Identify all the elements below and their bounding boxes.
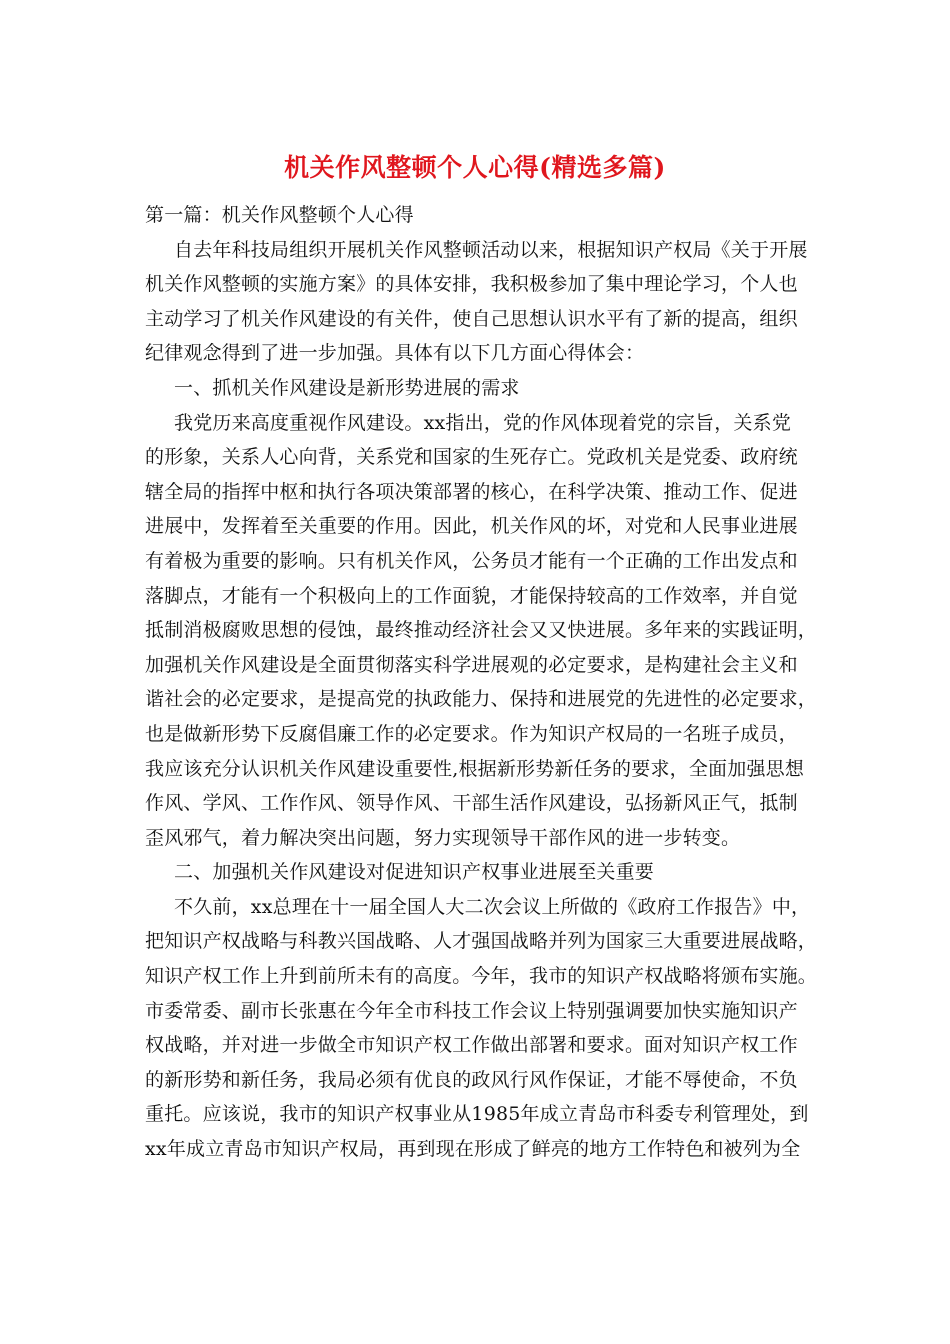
text-line: 一、抓机关作风建设是新形势进展的需求 [174, 376, 520, 399]
text-line: 我党历来高度重视作风建设。xx指出，党的作风体现着党的宗旨，关系党 [174, 411, 792, 434]
text-line: 歪风邪气，着力解决突出问题，努力实现领导干部作风的进一步转变。 [145, 826, 741, 849]
text-line: 第一篇：机关作风整顿个人心得 [145, 204, 414, 226]
text-line: 也是做新形势下反腐倡廉工作的必定要求。作为知识产权局的一名班子成员， [145, 722, 798, 745]
text-line: 权战略，并对进一步做全市知识产权工作做出部署和要求。面对知识产权工作 [145, 1034, 798, 1057]
text-line: 把知识产权战略与科教兴国战略、人才强国战略并列为国家三大重要进展战略， [145, 930, 818, 953]
text-line: 自去年科技局组织开展机关作风整顿活动以来，根据知识产权局《关于开展 [174, 238, 808, 261]
text-line: 加强机关作风建设是全面贯彻落实科学进展观的必定要求，是构建社会主义和 [145, 653, 798, 676]
text-line: 的新形势和新任务，我局必须有优良的政风行风作保证，才能不辱使命，不负 [145, 1068, 798, 1091]
text-line: 谐社会的必定要求，是提高党的执政能力、保持和进展党的先进性的必定要求， [145, 688, 818, 711]
text-line: 落脚点，才能有一个积极向上的工作面貌，才能保持较高的工作效率，并自觉 [145, 584, 798, 607]
text-line: 辖全局的指挥中枢和执行各项决策部署的核心，在科学决策、推动工作、促进 [145, 480, 798, 503]
text-line: 作风、学风、工作作风、领导作风、干部生活作风建设，弘扬新风正气，抵制 [145, 792, 798, 815]
document-body [145, 198, 818, 1167]
text-line: xx年成立青岛市知识产权局，再到现在形成了鲜亮的地方工作特色和被列为全 [145, 1138, 801, 1161]
text-line: 有着极为重要的影响。只有机关作风，公务员才能有一个正确的工作出发点和 [145, 549, 798, 572]
text-line: 知识产权工作上升到前所未有的高度。今年，我市的知识产权战略将颁布实施。 [145, 965, 818, 988]
text-line: 的形象，关系人心向背，关系党和国家的生死存亡。党政机关是党委、政府统 [145, 446, 798, 469]
text-line: 不久前，xx总理在十一届全国人大二次会议上所做的《政府工作报告》中， [174, 895, 811, 918]
text-line: 我应该充分认识机关作风建设重要性,根据新形势新任务的要求，全面加强思想 [145, 757, 805, 780]
document-title: 机关作风整顿个人心得(精选多篇) [284, 153, 666, 182]
text-line: 机关作风整顿的实施方案》的具体安排，我积极参加了集中理论学习，个人也 [145, 273, 798, 296]
text-line: 主动学习了机关作风建设的有关件，使自己思想认识水平有了新的提高，组织 [145, 307, 798, 330]
text-line: 进展中，发挥着至关重要的作用。因此，机关作风的坏，对党和人民事业进展 [145, 515, 798, 538]
text-line: 二、加强机关作风建设对促进知识产权事业进展至关重要 [174, 861, 655, 884]
text-line: 纪律观念得到了进一步加强。具体有以下几方面心得体会： [145, 342, 645, 365]
text-line: 抵制消极腐败思想的侵蚀，最终推动经济社会又又快进展。多年来的实践证明， [145, 619, 818, 642]
text-line: 市委常委、副市长张惠在今年全市科技工作会议上特别强调要加快实施知识产 [145, 999, 798, 1022]
text-line: 重托。应该说，我市的知识产权事业从1985年成立青岛市科委专利管理处，到 [145, 1103, 809, 1126]
